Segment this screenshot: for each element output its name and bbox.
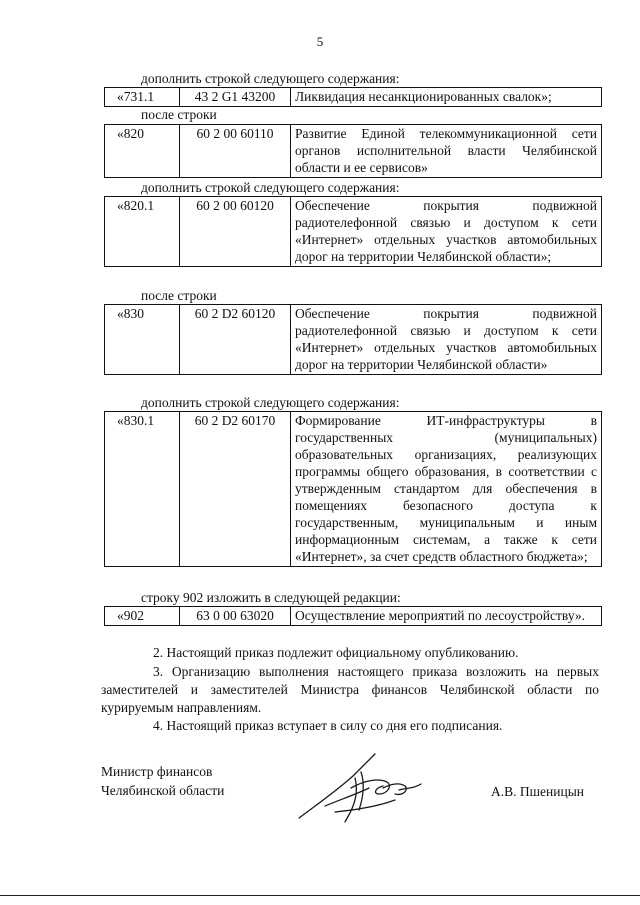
row-code: «830: [105, 305, 180, 375]
row-code: «830.1: [105, 412, 180, 567]
row-code: «820.1: [105, 197, 180, 267]
row-description: Обеспечение покрытия подвижной радиотелефонной связью и доступом к сети «Интернет» отдельных участков автомобильных дорог на территории Челябинской области»: [291, 305, 602, 375]
paragraph: [101, 663, 599, 717]
paragraph-text: 2. Настоящий приказ подлежит официальному опубликованию.: [153, 645, 519, 660]
budget-table-row: [104, 606, 602, 626]
budget-table-row: [104, 196, 602, 267]
paragraph-text: 4. Настоящий приказ вступает в силу со дня его подписания.: [153, 718, 503, 733]
row-code: «820: [105, 125, 180, 178]
row-description: Формирование ИТ-инфраструктуры в государственных (муниципальных) образовательных организациях, реализующих программы общего образования, в соответствии с утвержденным стандартом для обеспечения в помещениях безопасного доступа к государственным, муниципальным и иным информационным системам, а также к сети «Интернет», за счет средств областного бюджета»;: [291, 412, 602, 567]
paragraph: [101, 644, 599, 661]
row-kbk: 63 0 00 63020: [180, 607, 291, 626]
budget-table-row: [104, 87, 602, 107]
signatory-position-line: Министр финансов: [101, 764, 213, 779]
instruction-text: после строки: [141, 107, 217, 122]
instruction-text: строку 902 изложить в следующей редакции:: [141, 590, 401, 605]
instruction-text: после строки: [141, 288, 217, 303]
signatory-position-line: Челябинской области: [101, 783, 225, 798]
instruction-text: дополнить строкой следующего содержания:: [141, 395, 400, 410]
row-description: Обеспечение покрытия подвижной радиотелефонной связью и доступом к сети «Интернет» отдельных участков автомобильных дорог на территории Челябинской области»;: [291, 197, 602, 267]
paragraph-text: 3. Организацию выполнения настоящего приказа возложить на первых заместителей и заместителей Министра финансов Челябинской области по курируемым направлениям.: [101, 664, 599, 715]
row-kbk: 60 2 D2 60120: [180, 305, 291, 375]
footer-rule: [0, 895, 640, 896]
budget-table-row: [104, 124, 602, 178]
row-kbk: 60 2 D2 60170: [180, 412, 291, 567]
instruction-text: дополнить строкой следующего содержания:: [141, 180, 400, 195]
instruction-text: дополнить строкой следующего содержания:: [141, 71, 400, 86]
row-kbk: 60 2 00 60120: [180, 197, 291, 267]
row-kbk: 60 2 00 60110: [180, 125, 291, 178]
row-code: «731.1: [105, 88, 180, 107]
budget-table-row: [104, 411, 602, 567]
signatory-name: А.В. Пшеницын: [491, 784, 584, 799]
row-code: «902: [105, 607, 180, 626]
handwritten-signature: [295, 748, 425, 826]
row-kbk: 43 2 G1 43200: [180, 88, 291, 107]
row-description: Осуществление мероприятий по лесоустройству».: [291, 607, 602, 626]
row-description: Развитие Единой телекоммуникационной сети органов исполнительной власти Челябинской области и ее сервисов»: [291, 125, 602, 178]
signatory-position: [101, 762, 224, 800]
budget-table-row: [104, 304, 602, 375]
page-number: 5: [316, 34, 324, 49]
row-description: Ликвидация несанкционированных свалок»;: [291, 88, 602, 107]
paragraph: [101, 717, 599, 734]
